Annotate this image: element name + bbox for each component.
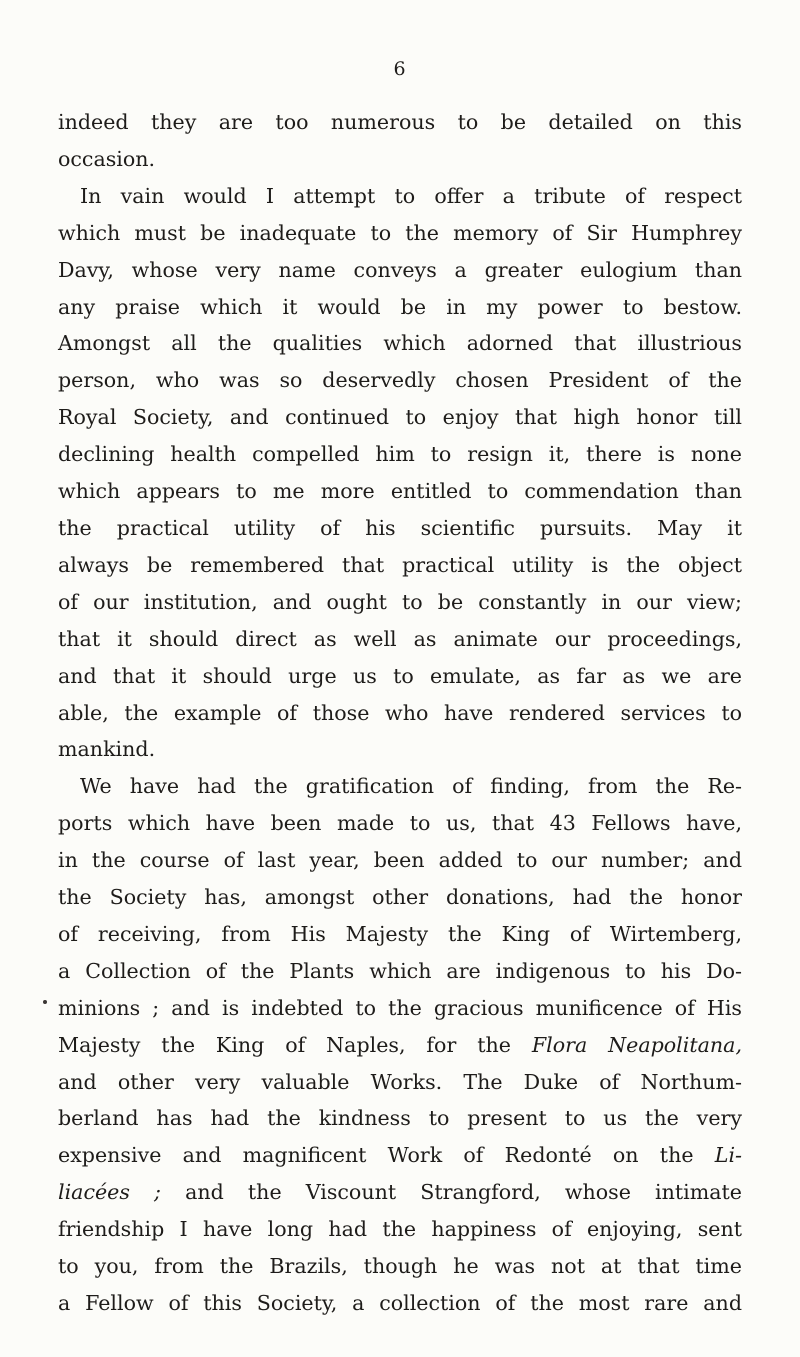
page-number: 6 [393, 58, 407, 80]
text-line: and that it should urge us to emulate, as far as we are [58, 663, 742, 688]
text-line: declining health compelled him to resign it, there is none [58, 442, 742, 467]
text-line: any praise which it would be in my power to bestow. [58, 294, 742, 319]
text-line: mankind. [58, 737, 156, 762]
text-line [58, 1027, 742, 1064]
text-line: Davy, whose very name conveys a greater eulogium than [58, 257, 742, 282]
text-line: minions ; and is indebted to the gracious munificence of His [58, 995, 742, 1020]
text-line: a Collection of the Plants which are indigenous to his Do- [58, 958, 742, 983]
text-segment: Majesty the King of Naples, for the [58, 1032, 511, 1057]
text-line: a Fellow of this Society, a collection of the most rare and [58, 1291, 742, 1315]
text-line: the practical utility of his scientific pursuits. May it [58, 515, 742, 540]
text-line [58, 1137, 742, 1174]
text-line: friendship I have long had the happiness of enjoying, sent [58, 1217, 742, 1242]
text-line: of our institution, and ought to be constantly in our view; [58, 589, 742, 614]
ink-speck [43, 1000, 47, 1004]
text-line: person, who was so deservedly chosen President of the [58, 368, 742, 393]
text-line: ports which have been made to us, that 43 Fellows have, [58, 811, 742, 836]
body-text [58, 104, 742, 1322]
text-line [58, 1174, 742, 1211]
text-line: in the course of last year, been added to our number; and [58, 848, 742, 873]
italic-title: liacées ; [58, 1180, 161, 1205]
text-line: able, the example of those who have rendered services to [58, 700, 742, 725]
text-line: to you, from the Brazils, though he was not at that time [58, 1254, 742, 1279]
text-line: berland has had the kindness to present to us the very [58, 1106, 742, 1131]
text-line: of receiving, from His Majesty the King of Wirtemberg, [58, 921, 742, 946]
text-segment: and the Viscount Strangford, whose intimate [185, 1180, 742, 1205]
text-line: Royal Society, and continued to enjoy that high honor till [58, 405, 742, 430]
text-line: which appears to me more entitled to commendation than [58, 479, 742, 504]
text-line: We have had the gratification of finding, from the Re- [80, 774, 742, 799]
text-line: occasion. [58, 146, 156, 171]
text-line: the Society has, amongst other donations, had the honor [58, 885, 742, 910]
italic-title: Li- [714, 1143, 743, 1168]
text-line: and other very valuable Works. The Duke of Northum- [58, 1069, 742, 1094]
text-segment: expensive and magnificent Work of Redonté on the [58, 1143, 694, 1168]
text-line: which must be inadequate to the memory of Sir Humphrey [58, 220, 742, 245]
italic-title: Flora Neapolitana, [531, 1032, 742, 1057]
text-line: always be remembered that practical utility is the object [58, 552, 742, 577]
text-line: indeed they are too numerous to be detailed on this [58, 110, 742, 134]
text-line: that it should direct as well as animate our proceedings, [58, 626, 742, 651]
text-line: In vain would I attempt to offer a tribute of respect [80, 183, 742, 208]
text-line: Amongst all the qualities which adorned that illustrious [58, 331, 742, 356]
